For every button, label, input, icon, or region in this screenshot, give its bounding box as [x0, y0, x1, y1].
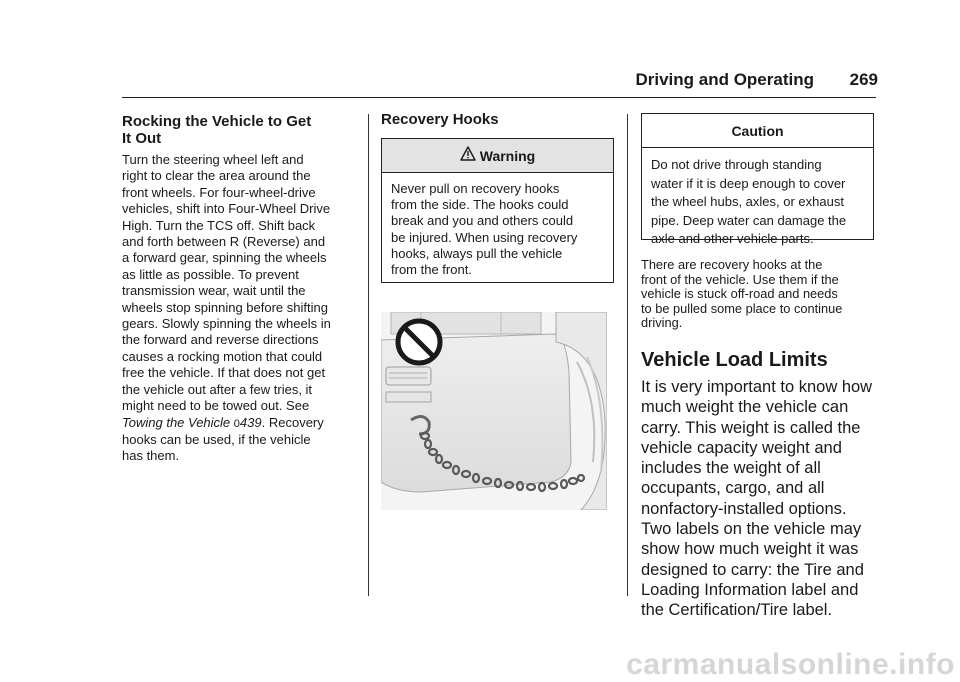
warning-body: Never pull on recovery hooks from the side. The hooks could break and you and others could be injured. When using recovery hooks, always pull the vehicle from the front. — [391, 181, 578, 278]
recovery-hook-illustration — [381, 312, 607, 510]
caution-body: Do not drive through standing water if it is deep enough to cover the wheel hubs, axles, or exhaust pipe. Deep water can damage the axle and other vehicle parts. — [651, 157, 847, 247]
column-divider-2 — [627, 114, 628, 596]
section-title: Driving and Operating — [635, 70, 814, 89]
watermark: carmanualsonline.info — [626, 648, 955, 681]
warning-triangle-icon — [460, 146, 476, 166]
recovery-hooks-heading: Recovery Hooks — [381, 111, 499, 128]
rocking-body: Turn the steering wheel left and right to clear the area around the front wheels. For four-wheel-drive vehicles, shift into Four-Wheel Drive High. Turn the TCS off. Shift back and forth between R (Reverse) and a forward gear, spinning the wheels as little as possible. To prevent transmission wear, wait until the wheels stop spinning before shifting gears. Slowly spinning the wheels in the forward and reverse directions causes a rocking motion that could free the vehicle. If that does not get the vehicle out after a few tries, it might need to be towed out. See Towing the Vehicle 0439. Recovery hooks can be used, if the vehicle has them. — [122, 152, 362, 465]
cross-reference-line: Towing the Vehicle 0439. Recovery — [122, 414, 324, 430]
page-number: 269 — [849, 70, 878, 89]
column-divider-1 — [368, 114, 369, 596]
load-limits-paragraph: It is very important to know how much weight the vehicle can carry. This weight is called the vehicle capacity weight and includes the weight of all occupants, cargo, and all nonfactory-installed options. Two labels on the vehicle may show how much weight it was designed to carry: the Tire and Loading Information label and the Certification/Tire label. — [641, 378, 873, 620]
vehicle-load-limits-heading: Vehicle Load Limits — [641, 349, 828, 371]
warning-label: Warning — [479, 147, 536, 164]
caution-box — [641, 113, 874, 247]
recovery-hooks-paragraph: There are recovery hooks at the front of the vehicle. Use them if the vehicle is stuck off-road and needs to be pulled some place to continue driving. — [641, 257, 843, 330]
towing-page-link[interactable]: 439 — [239, 414, 262, 430]
warning-box — [381, 138, 614, 283]
left-column — [122, 113, 362, 465]
rocking-heading: Rocking the Vehicle to Get It Out — [122, 113, 312, 147]
header-rule — [122, 97, 876, 98]
towing-link[interactable]: Towing the Vehicle — [122, 414, 231, 430]
caution-header — [642, 114, 873, 148]
warning-header — [382, 139, 613, 173]
page-ref-icon: 0 — [233, 417, 240, 430]
caution-label: Caution — [731, 122, 784, 139]
